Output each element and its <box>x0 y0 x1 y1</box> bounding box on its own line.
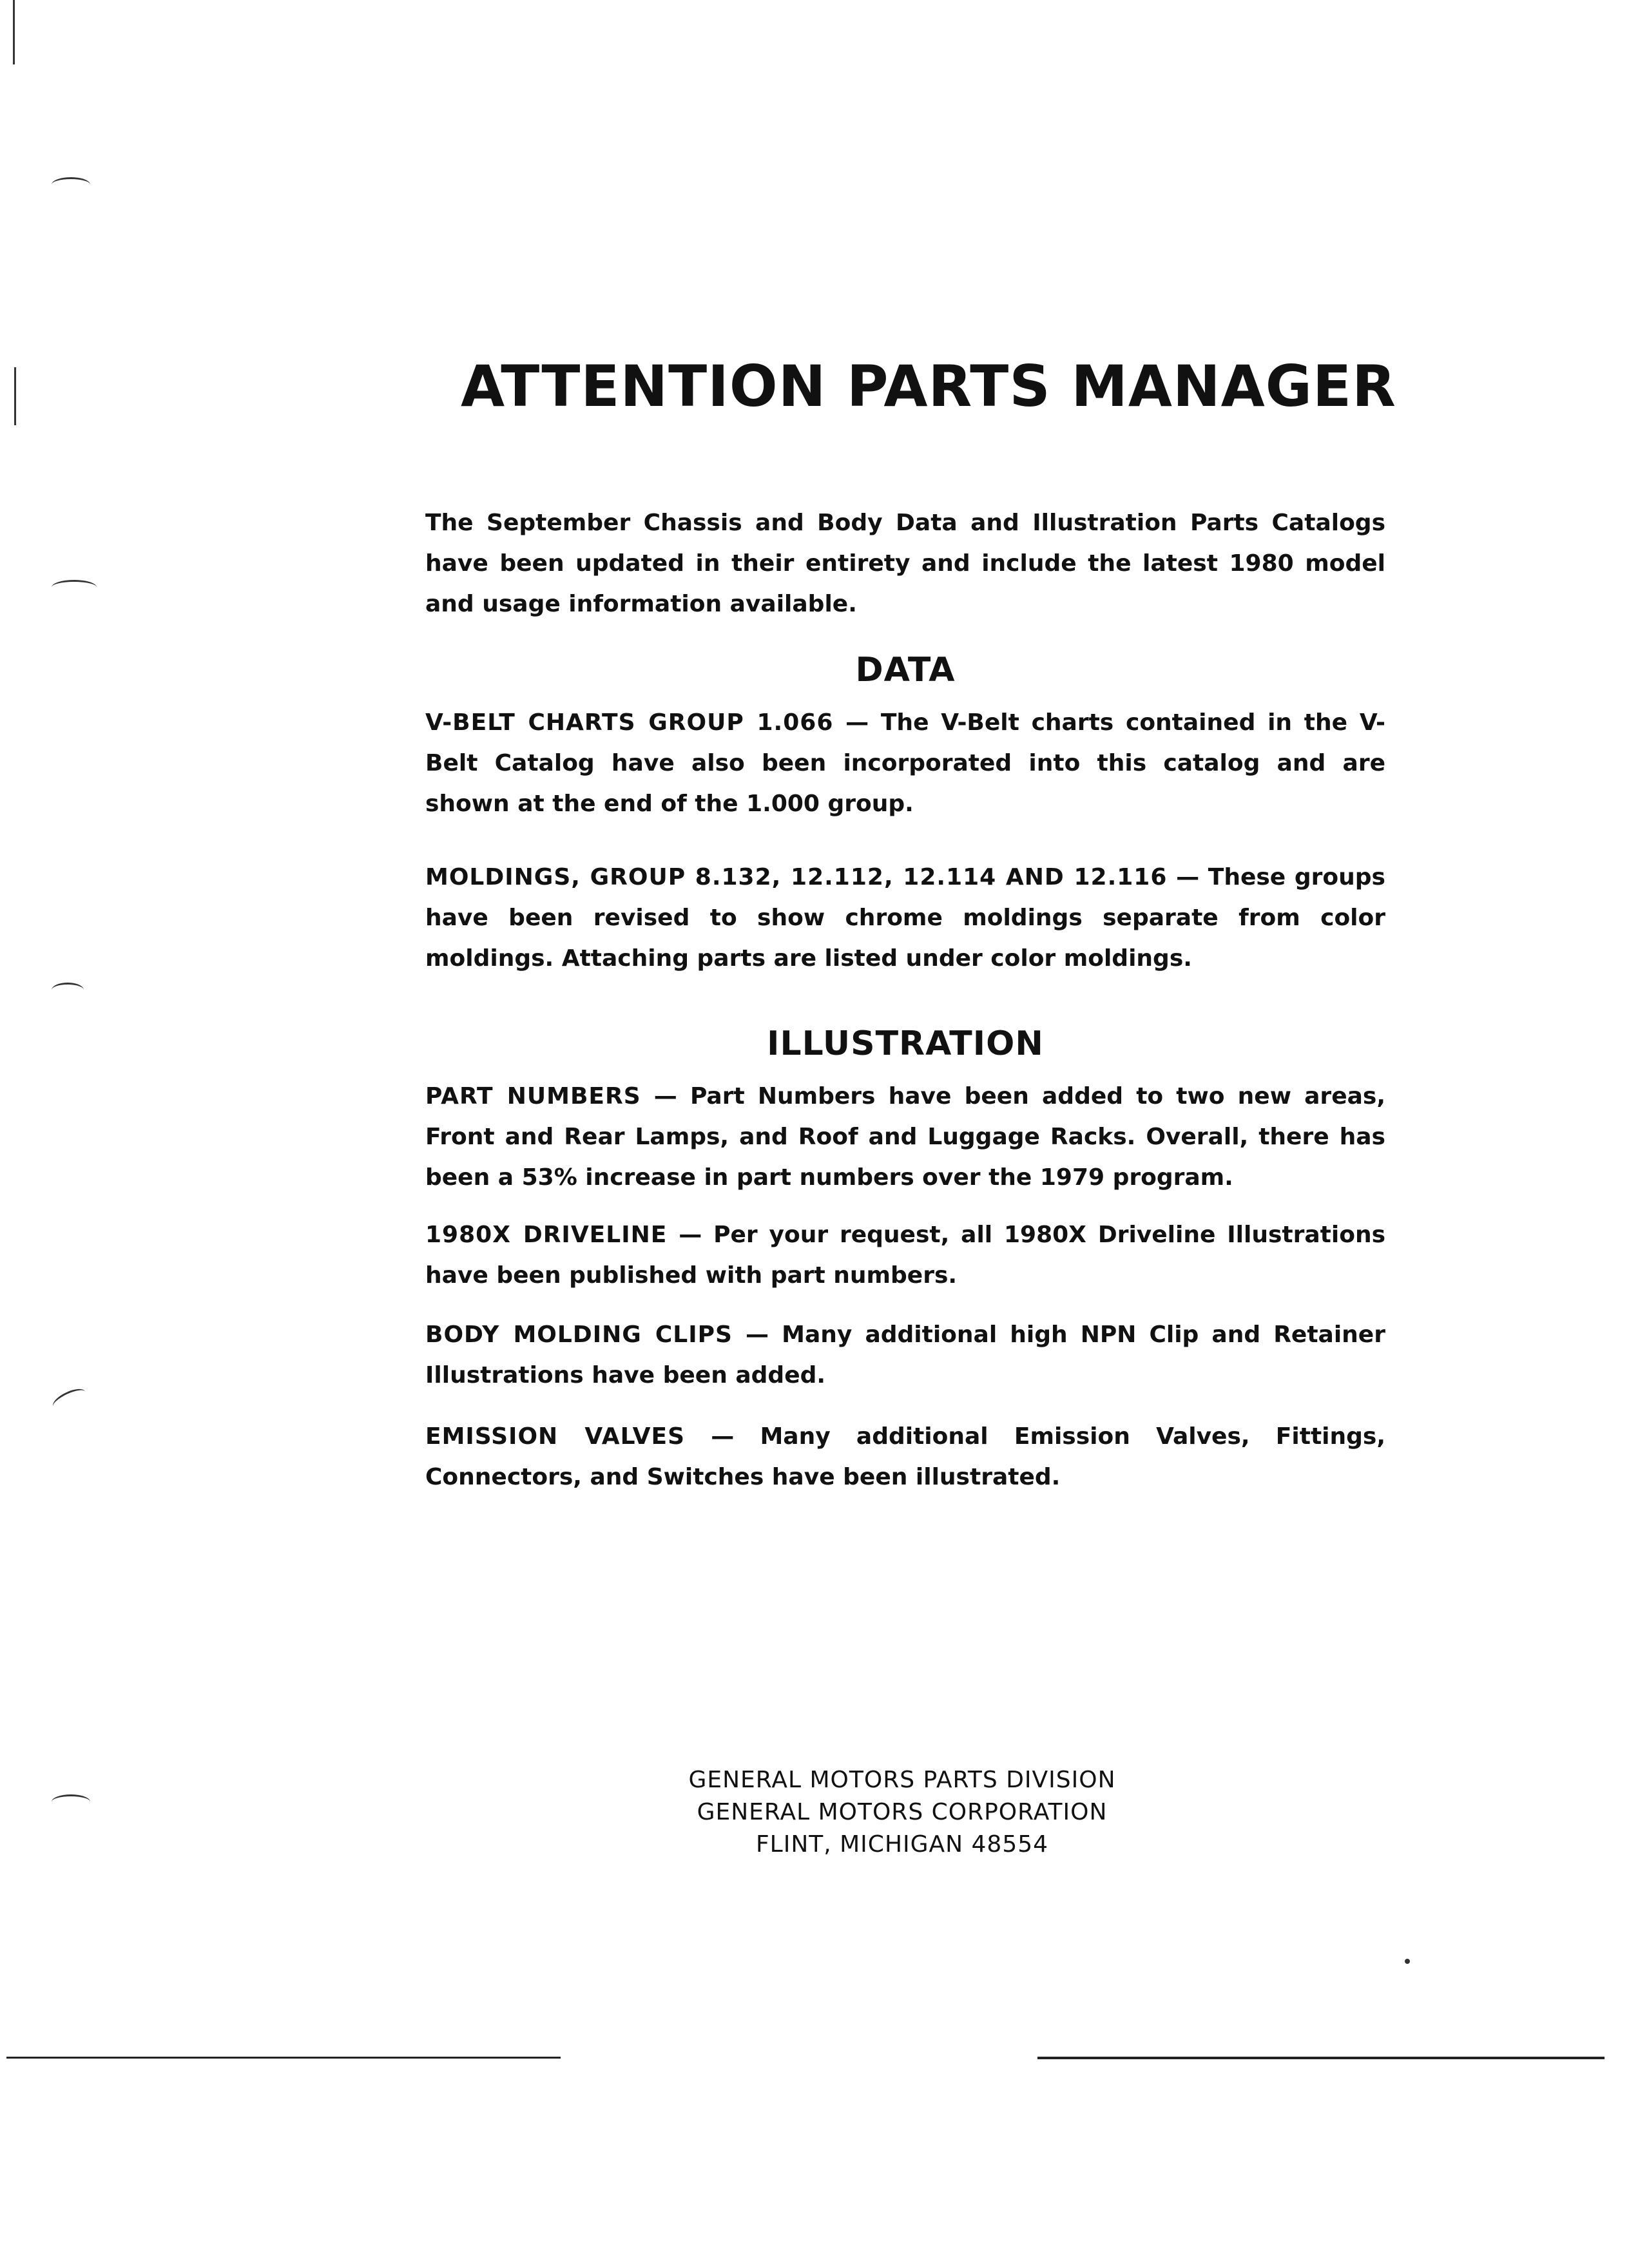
punch-mark <box>52 1794 90 1809</box>
intro-paragraph: The September Chassis and Body Data and Illustration Parts Catalogs have been updated in their entirety and include the latest 1980 model and usage information available. <box>425 510 1385 617</box>
illustration-item-part-numbers <box>425 1076 1385 1198</box>
emission-lead: EMISSION VALVES <box>425 1423 686 1450</box>
emission-paragraph <box>425 1416 1385 1497</box>
driveline-text: — Per your request, all 1980X Driveline Illustrations have been published with part numbers. <box>425 1222 1385 1289</box>
footer-line-1: GENERAL MOTORS PARTS DIVISION <box>688 1767 1116 1793</box>
margin-mark <box>14 367 16 425</box>
section-heading-illustration: ILLUSTRATION <box>767 1024 1044 1063</box>
footer-line-3: FLINT, MICHIGAN 48554 <box>755 1831 1049 1858</box>
bottom-rule-left <box>6 2057 561 2059</box>
data-item-vbelt <box>425 702 1385 824</box>
punch-mark <box>52 580 97 595</box>
part-numbers-lead: PART NUMBERS <box>425 1083 641 1110</box>
vbelt-paragraph <box>425 702 1385 824</box>
moldings-lead: MOLDINGS, GROUP 8.132, 12.112, 12.114 AND 12.116 <box>425 864 1168 890</box>
clips-paragraph <box>425 1314 1385 1396</box>
driveline-paragraph <box>425 1215 1385 1296</box>
dot-mark <box>1405 1959 1410 1964</box>
illustration-item-emission <box>425 1416 1385 1497</box>
footer-line-2: GENERAL MOTORS CORPORATION <box>697 1799 1108 1825</box>
margin-mark <box>13 0 15 64</box>
illustration-item-driveline <box>425 1215 1385 1296</box>
part-numbers-text: — Part Numbers have been added to two new areas, Front and Rear Lamps, and Roof and Luggage Racks. Overall, there has been a 53% increase in part numbers over the 1979 program. <box>425 1083 1386 1191</box>
driveline-lead: 1980X DRIVELINE <box>425 1222 668 1248</box>
bottom-rule-right <box>1037 2057 1605 2059</box>
illustration-item-clips <box>425 1314 1385 1396</box>
data-item-moldings <box>425 857 1385 979</box>
vbelt-lead: V-BELT CHARTS GROUP 1.066 <box>425 709 834 736</box>
punch-mark <box>50 1385 89 1413</box>
moldings-text: — These groups have been revised to show chrome moldings separate from color moldings. Attaching parts are listed under color moldings. <box>425 864 1385 972</box>
clips-text: — Many additional high NPN Clip and Retainer Illustrations have been added. <box>425 1321 1385 1389</box>
moldings-paragraph <box>425 857 1385 979</box>
punch-mark <box>52 983 84 997</box>
clips-lead: BODY MOLDING CLIPS <box>425 1321 733 1348</box>
part-numbers-paragraph <box>425 1076 1385 1198</box>
footer-address <box>644 1764 1160 1861</box>
punch-mark <box>52 177 90 192</box>
intro-block <box>425 503 1385 624</box>
emission-text: — Many additional Emission Valves, Fittings, Connectors, and Switches have been illustrated. <box>425 1423 1385 1490</box>
page-title: ATTENTION PARTS MANAGER <box>461 353 1396 419</box>
vbelt-text: — The V-Belt charts contained in the V-Belt Catalog have also been incorporated into this catalog and are shown at the end of the 1.000 group. <box>425 709 1385 817</box>
section-heading-data: DATA <box>855 651 956 689</box>
